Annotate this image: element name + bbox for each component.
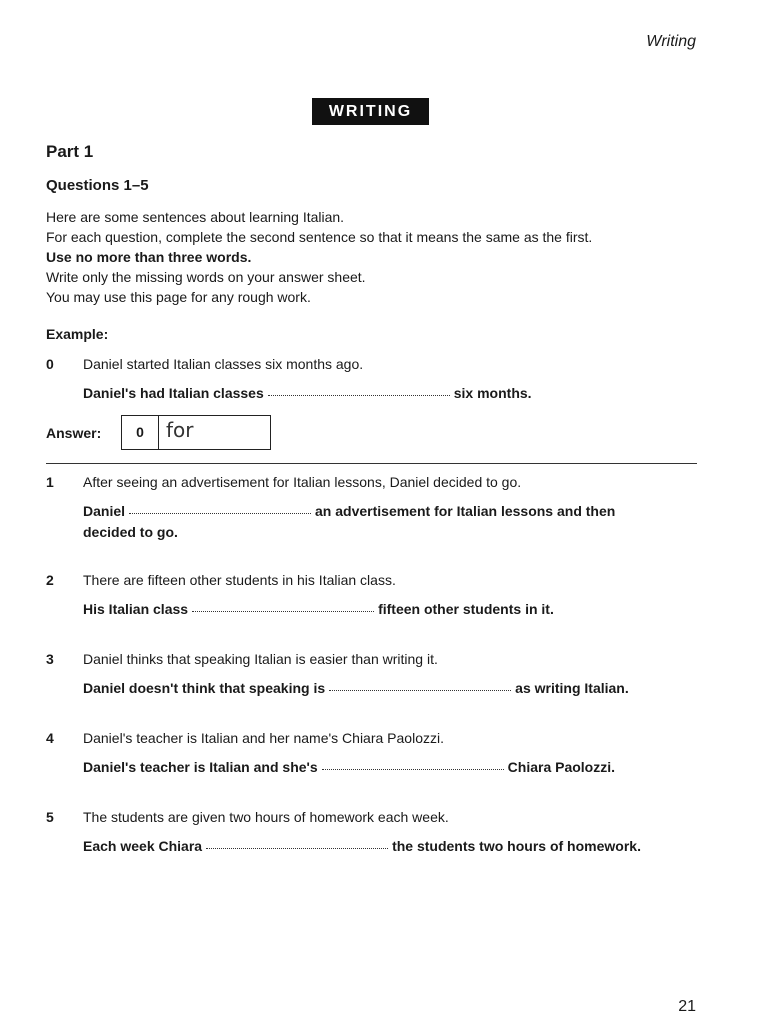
gap-dotted-line — [192, 610, 374, 612]
question-sentence: The students are given two hours of homework each week. — [83, 809, 449, 825]
questions-title: Questions 1–5 — [46, 177, 149, 194]
instruction-line: Here are some sentences about learning Italian. — [46, 209, 345, 225]
question-transformation — [83, 757, 615, 778]
transformation-before: Daniel doesn't think that speaking is — [83, 680, 326, 696]
answer-box — [121, 415, 271, 450]
transformation-after-continued: decided to go. — [83, 524, 178, 540]
gap-dotted-line — [329, 689, 511, 691]
transformation-after: fifteen other students in it. — [378, 601, 554, 617]
running-head: Writing — [646, 33, 696, 50]
question-number: 5 — [46, 809, 54, 825]
gap-dotted-line — [322, 768, 504, 770]
question-sentence: Daniel thinks that speaking Italian is easier than writing it. — [83, 651, 438, 667]
question-sentence: After seeing an advertisement for Italian lessons, Daniel decided to go. — [83, 474, 522, 490]
part-title: Part 1 — [46, 142, 94, 161]
gap-dotted-line — [206, 847, 388, 849]
instruction-line-bold: Use no more than three words. — [46, 249, 252, 265]
divider — [46, 463, 697, 464]
question-number: 4 — [46, 730, 54, 746]
answer-label: Answer: — [46, 425, 102, 441]
section-banner: WRITING — [312, 98, 429, 125]
question-transformation — [83, 836, 641, 857]
question-transformation — [83, 501, 615, 543]
example-transformation — [83, 383, 532, 404]
instruction-line: For each question, complete the second sentence so that it means the same as the first. — [46, 229, 593, 245]
page-number: 21 — [678, 998, 696, 1015]
example-number: 0 — [46, 356, 54, 372]
instruction-line: You may use this page for any rough work. — [46, 289, 311, 305]
example-label: Example: — [46, 326, 109, 342]
transformation-after: Chiara Paolozzi. — [507, 759, 616, 775]
transformation-before: Daniel's teacher is Italian and she's — [83, 759, 318, 775]
transformation-before: Each week Chiara — [83, 838, 203, 854]
transformation-after: the students two hours of homework. — [392, 838, 641, 854]
answer-handwritten-word: for — [166, 418, 194, 442]
question-number: 3 — [46, 651, 54, 667]
example-sentence: Daniel started Italian classes six months ago. — [83, 356, 364, 372]
instructions — [46, 207, 592, 307]
transformation-before: His Italian class — [83, 601, 189, 617]
gap-dotted-line — [268, 394, 450, 396]
transformation-before: Daniel's had Italian classes — [83, 385, 264, 401]
question-transformation — [83, 599, 554, 620]
transformation-after: six months. — [453, 385, 532, 401]
question-transformation — [83, 678, 629, 699]
transformation-after: an advertisement for Italian lessons and then — [315, 503, 616, 519]
question-number: 2 — [46, 572, 54, 588]
question-sentence: There are fifteen other students in his Italian class. — [83, 572, 396, 588]
question-number: 1 — [46, 474, 54, 490]
question-sentence: Daniel's teacher is Italian and her name's Chiara Paolozzi. — [83, 730, 444, 746]
transformation-before: Daniel — [83, 503, 126, 519]
instruction-line: Write only the missing words on your answer sheet. — [46, 269, 366, 285]
answer-number: 0 — [122, 416, 159, 449]
gap-dotted-line — [129, 512, 311, 514]
transformation-after: as writing Italian. — [515, 680, 629, 696]
